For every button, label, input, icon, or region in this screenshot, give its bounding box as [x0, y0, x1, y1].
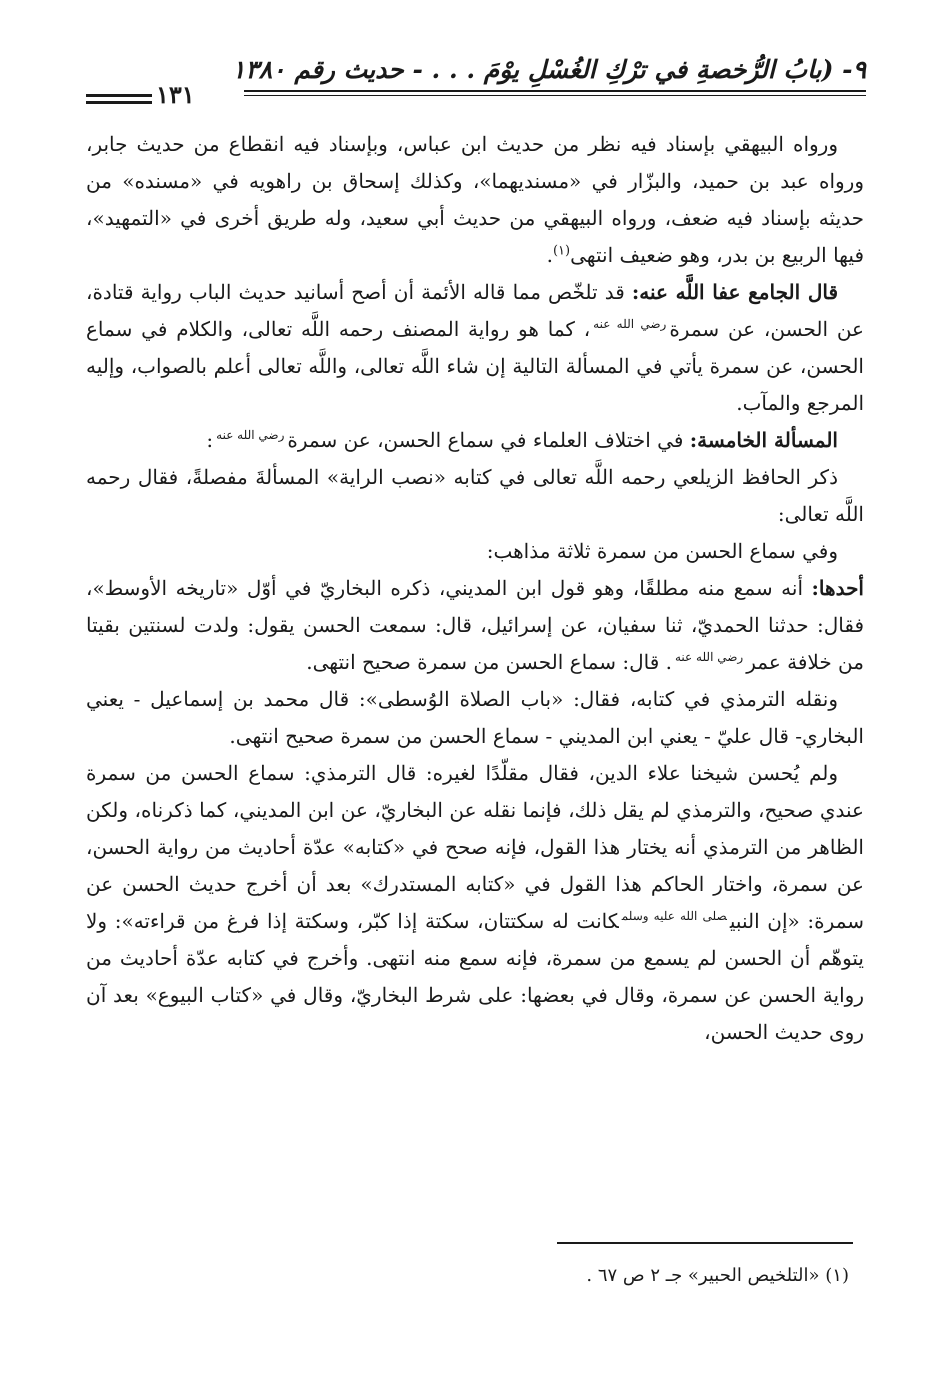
paragraph-6-text-b: . قال: سماع الحسن من سمرة صحيح انتهى.: [306, 650, 672, 674]
paragraph-8-text-b: كانت له سكتتان، سكتة إذا كبّر، وسكتة إذا فرغ من قراءته»: ولا يتوهّم أن الحسن لم يسمع من سمرة، فإنه سمع منه انتهى. وأخرج في كتابه عدّة أحاديث من رواية الحسن عن سمرة، وقال في بعضها: على شرط البخاريّ، وقال في «كتاب البيوع» بعد آن روى حديث الحسن،: [86, 909, 864, 1044]
paragraph-2: [86, 274, 864, 422]
section-title-text: في اختلاف العلماء في سماع الحسن، عن سمرة: [287, 428, 684, 452]
paragraph-1: [86, 126, 864, 274]
paragraph-2-text-b: ، كما هو رواية المصنف رحمه اللَّه تعالى، والكلام في سماع الحسن، عن سمرة يأتي في المسألة التالية إن شاء اللَّه تعالى، واللَّه تعالى أعلم بالصواب، وإليه المرجع والمآب.: [86, 317, 864, 415]
paragraph-6-text-a: أنه سمع منه مطلقًا، وهو قول ابن المديني، ذكره البخاريّ في أوّل «تاريخه الأوسط»، فقال: حدثنا الحمديّ، ثنا سفيان، عن إسرائيل، قال: سمعت الحسن يقول: ولدت لسنتين بقيتا من خلافة عمر: [86, 576, 864, 674]
running-title: ٩- (بابُ الرُّخصةِ في ترْكِ الغُسْلِ يوْمَ . . . - حديث رقم ١٣٨٠: [231, 55, 866, 84]
paragraph-2-text-a: قد تلخّص مما قاله الأئمة أن أصح أسانيد حديث الباب رواية قتادة، عن الحسن، عن سمرة: [86, 280, 864, 341]
page-header: [86, 52, 866, 108]
honorific-salla: صلى الله عليه وسلم: [621, 909, 727, 924]
editor-note-label: قال الجامع عفا اللَّه عنه:: [631, 280, 839, 304]
header-rule: [244, 90, 866, 92]
header-rule-thin: [244, 95, 866, 96]
footnote-rule: [557, 1242, 853, 1244]
main-text: [86, 126, 864, 1051]
honorific-radiya: رضي الله عنه: [216, 428, 285, 443]
paragraph-3: [86, 422, 864, 459]
paragraph-6: [86, 570, 864, 681]
paragraph-5: وفي سماع الحسن من سمرة ثلاثة مذاهب:: [486, 539, 838, 563]
page-number-rule-top: [86, 94, 152, 97]
paragraph-7: ونقله الترمذي في كتابه، فقال: «باب الصلاة الوُسطى»: قال محمد بن إسماعيل - يعني البخاري- قال عليّ - يعني ابن المديني - سماع الحسن من سمرة صحيح انتهى.: [86, 687, 864, 748]
paragraph-1-end: .: [546, 243, 553, 267]
paragraph-1-text: ورواه البيهقي بإسناد فيه نظر من حديث ابن عباس، وبإسناد فيه انقطاع من حديث جابر، ورواه عبد بن حميد، والبزّار في «مسنديهما»، وكذلك إسحاق بن راهويه في «مسنده» من حديثه بإسناد فيه ضعف، ورواه البيهقي من حديث أبي سعيد، وله طريق أخرى في «التمهيد»، فيها الربيع بن بدر، وهو ضعيف انتهى: [86, 132, 865, 267]
page-number: ١٣١: [156, 80, 195, 109]
first-view-label: أحدها:: [811, 576, 864, 600]
section-title-end: :: [206, 428, 214, 452]
paragraph-8: [86, 755, 864, 1051]
section-label: المسألة الخامسة:: [689, 428, 838, 452]
honorific-radiya: رضي الله عنه: [675, 650, 744, 665]
page-number-rule-bottom: [86, 101, 152, 104]
footnote-ref: (١): [552, 243, 571, 259]
paragraph-4: ذكر الحافظ الزيلعي رحمه اللَّه تعالى في كتابه «نصب الراية» المسألةَ مفصلةً، فقال رحمه اللَّه تعالى:: [86, 465, 864, 526]
honorific-radiya: رضي الله عنه: [593, 317, 667, 332]
paragraph-8-text-a: ولم يُحسن شيخنا علاء الدين، فقال مقلّدًا لغيره: قال الترمذي: سماع الحسن من سمرة عندي صحيح، والترمذي لم يقل ذلك، فإنما نقله عن البخاريّ، عن ابن المديني، كما ذكرناه، ولكن الظاهر من الترمذي أنه يختار هذا القول، فإنه صحح في «كتابه» عدّة أحاديث من رواية الحسن، عن سمرة، واختار الحاكم هذا القول في «كتابه المستدرك» بعد أن أخرج حديث الحسن عن سمرة: «إن النبي: [86, 761, 865, 933]
footnote: (١) «التلخيص الحبير» جـ ٢ ص ٦٧ .: [586, 1265, 849, 1286]
